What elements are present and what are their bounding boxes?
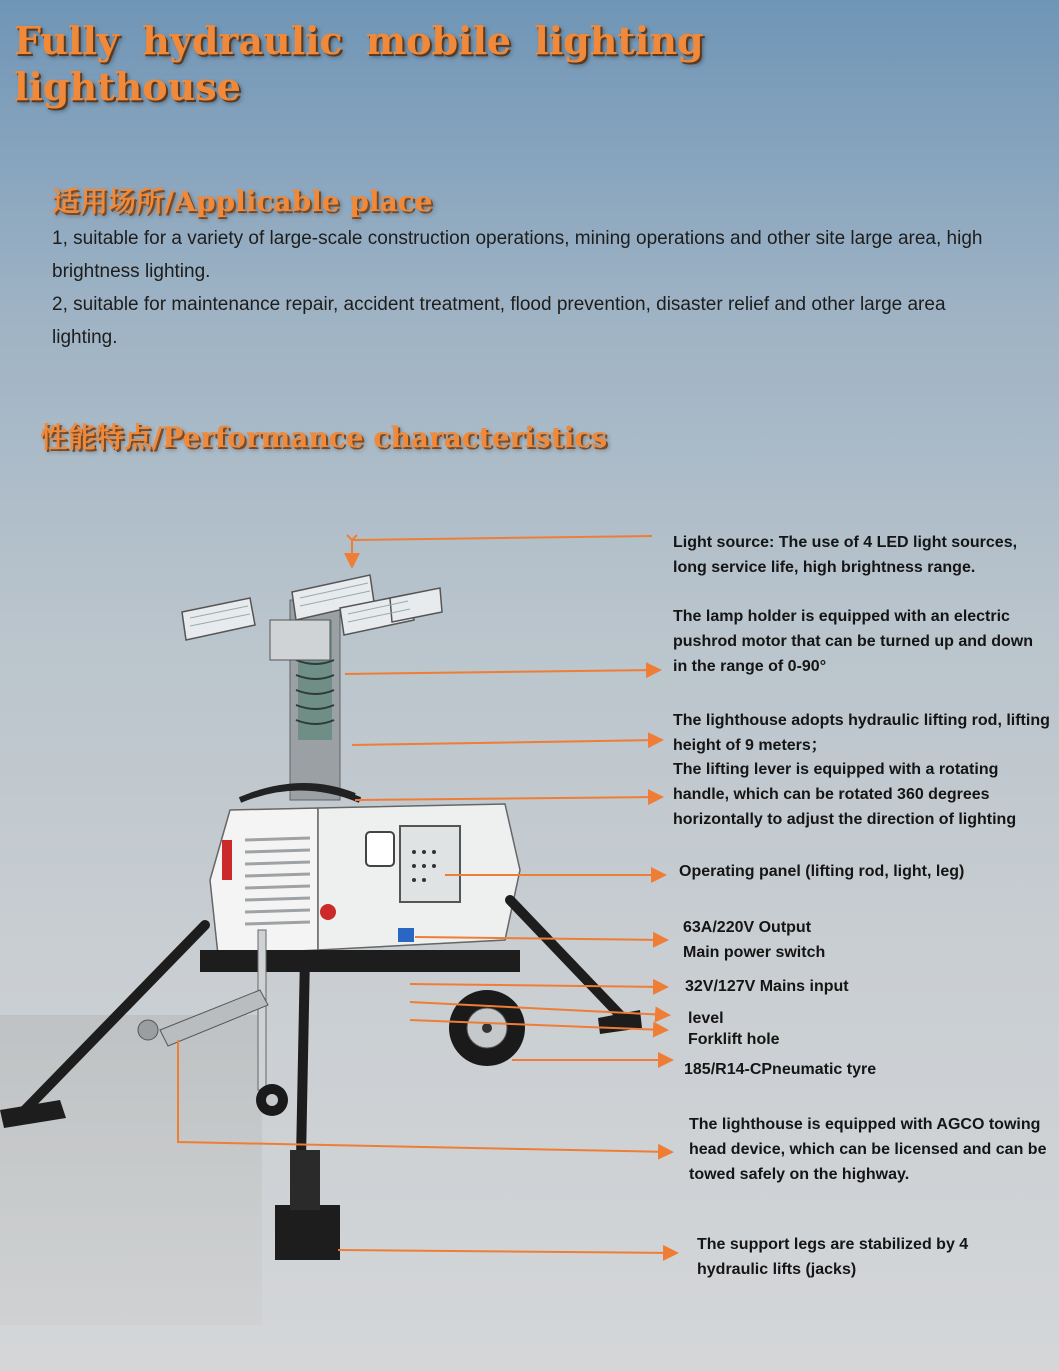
callout-level: level bbox=[688, 1010, 724, 1027]
callout-support-legs: The support legs are stabilized by 4 hydraulic lifts (jacks) bbox=[697, 1236, 969, 1278]
page-title: Fully hydraulic mobile lighting lighthouse bbox=[14, 18, 704, 109]
performance-heading: 性能特点/Performance characteristics bbox=[40, 421, 608, 454]
callout-rotating-handle: The lifting lever is equipped with a rotating handle, which can be rotated 360 degrees horizontally to adjust the direction of lighting bbox=[673, 761, 1017, 828]
applicable-place-heading: 适用场所/Applicable place bbox=[52, 185, 433, 218]
callout-light-source: Light source: The use of 4 LED light sources, long service life, high brightness range. bbox=[673, 534, 1018, 576]
applicable-item-2: 2, suitable for maintenance repair, accident treatment, flood prevention, disaster relief and other large area lighting. bbox=[52, 294, 946, 348]
applicable-item-1: 1, suitable for a variety of large-scale construction operations, mining operations and other site large area, high brightness lighting. bbox=[52, 228, 983, 282]
callout-mains-input: 32V/127V Mains input bbox=[685, 978, 849, 995]
callout-tyre: 185/R14-CPneumatic tyre bbox=[684, 1061, 877, 1078]
callout-main-power-switch: Main power switch bbox=[683, 944, 826, 961]
callout-hydraulic-rod: The lighthouse adopts hydraulic lifting rod, lifting height of 9 meters； bbox=[673, 712, 1050, 754]
callout-operating-panel: Operating panel (lifting rod, light, leg) bbox=[679, 863, 965, 880]
callout-towing-head: The lighthouse is equipped with AGCO towing head device, which can be licensed and can be towed safely on the highway. bbox=[689, 1116, 1047, 1183]
callout-lamp-holder: The lamp holder is equipped with an electric pushrod motor that can be turned up and down in the range of 0-90° bbox=[673, 608, 1033, 675]
callout-output: 63A/220V Output bbox=[683, 919, 812, 936]
callout-forklift-hole: Forklift hole bbox=[688, 1031, 780, 1048]
lighthouse-machine-image bbox=[0, 520, 660, 1280]
